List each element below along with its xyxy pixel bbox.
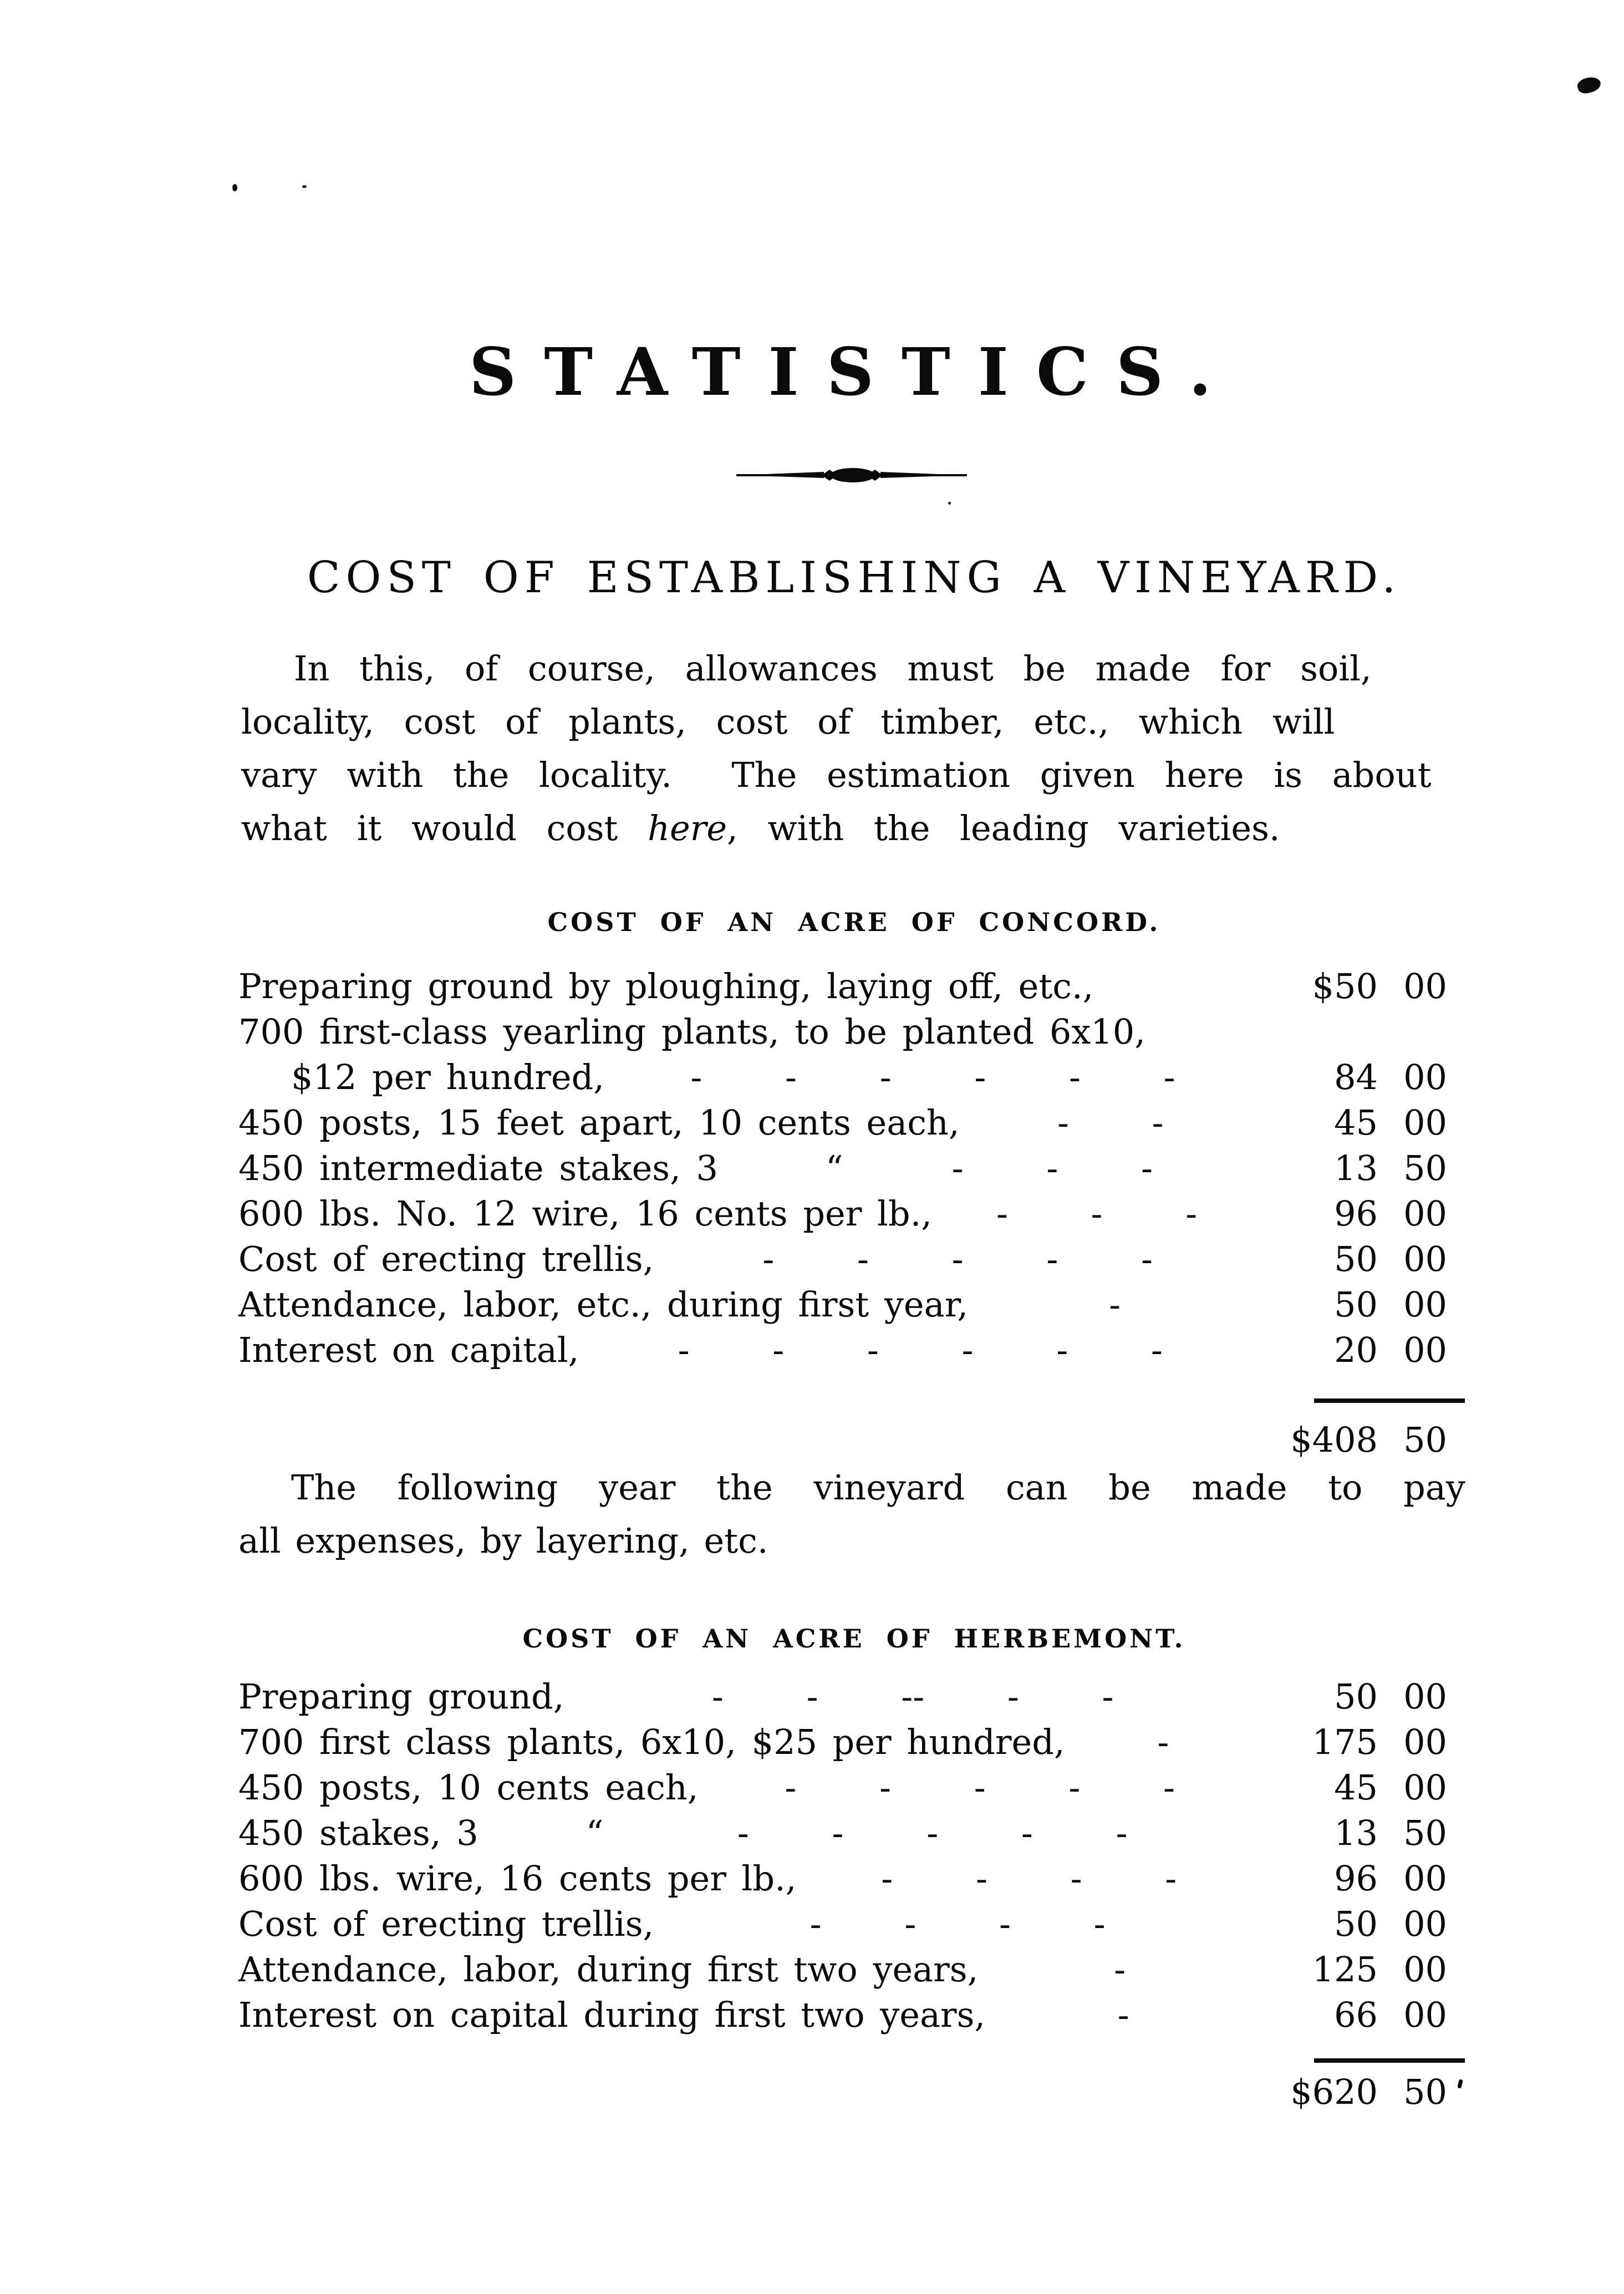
- dash-leaders: - - - - -: [785, 1767, 1175, 1808]
- table-row: [238, 1765, 1447, 1810]
- table-row: [238, 1720, 1447, 1765]
- table-row: [238, 1810, 1447, 1856]
- dash-leaders: -: [1114, 1949, 1126, 1990]
- dash-leaders: - - -: [996, 1193, 1198, 1234]
- amount-dollars: 13: [1334, 1813, 1378, 1853]
- row-item: Preparing ground by ploughing, laying off, etc.,: [238, 966, 1094, 1006]
- amount-cents: 50: [1403, 1148, 1447, 1188]
- amount-dollars: $50: [1312, 966, 1378, 1006]
- total-dollars: $408: [1290, 1420, 1378, 1460]
- table-row: [238, 1327, 1447, 1373]
- table-row: [238, 1282, 1447, 1327]
- dash-leaders: - - - - - -: [690, 1057, 1175, 1097]
- table-row: [238, 964, 1447, 1009]
- amount-dollars: 125: [1312, 1949, 1378, 1990]
- amount-dollars: 66: [1334, 1995, 1378, 2035]
- amount-cents: 00: [1403, 1949, 1447, 1990]
- dash-leaders: - - - - -: [737, 1813, 1128, 1853]
- amount-cents: 00: [1403, 1239, 1447, 1279]
- ink-speck: [302, 185, 307, 188]
- paragraph-text: The following year the vineyard can be made to pay: [291, 1467, 1465, 1508]
- table-row: [238, 1947, 1447, 1992]
- paragraph-line: [241, 802, 1469, 855]
- amount-cents: 00: [1403, 1102, 1447, 1143]
- table-row: [238, 1992, 1447, 2038]
- dash-leaders: - - - -: [881, 1858, 1177, 1899]
- page-title: STATISTICS.: [469, 333, 1239, 410]
- row-item: Cost of erecting trellis,: [238, 1904, 654, 1944]
- note-paragraph: [238, 1461, 1467, 1568]
- table-row: [238, 1191, 1447, 1237]
- amount-cents: 00: [1403, 1767, 1447, 1808]
- paragraph-line: [238, 1514, 1467, 1568]
- table-row: [238, 1856, 1447, 1901]
- amount-dollars: 20: [1334, 1330, 1378, 1370]
- row-item: 600 lbs. wire, 16 cents per lb.,: [238, 1858, 797, 1899]
- dash-leaders: - - - - - -: [678, 1330, 1163, 1370]
- section-heading: COST OF ESTABLISHING A VINEYARD.: [307, 553, 1402, 603]
- row-item: Interest on capital,: [238, 1330, 579, 1370]
- amount-cents: 00: [1403, 1904, 1447, 1944]
- row-item: 700 first-class yearling plants, to be planted 6x10,: [238, 1011, 1146, 1052]
- row-item: Cost of erecting trellis,: [238, 1239, 654, 1279]
- sum-rule: [1314, 2058, 1465, 2063]
- table-row-continuation: [238, 1009, 1447, 1055]
- table-row: [238, 1100, 1447, 1146]
- paragraph-text: vary with the locality. The estimation given here is about: [241, 755, 1432, 795]
- total-cents: 50: [1403, 1420, 1447, 1460]
- amount-dollars: 13: [1334, 1148, 1378, 1188]
- dash-leaders: - - - - -: [762, 1239, 1153, 1279]
- row-item: 450 posts, 10 cents each,: [238, 1767, 699, 1808]
- amount-dollars: 50: [1334, 1284, 1378, 1325]
- amount-dollars: 96: [1334, 1193, 1378, 1234]
- concord-total: [238, 1417, 1447, 1463]
- amount-dollars: 96: [1334, 1858, 1378, 1899]
- amount-dollars: 50: [1334, 1676, 1378, 1717]
- herbemont-total: [238, 2069, 1447, 2115]
- amount-cents: 50: [1403, 1813, 1447, 1853]
- amount-dollars: 50: [1334, 1904, 1378, 1944]
- paragraph-line: [241, 749, 1469, 802]
- ornament-divider-icon: [735, 465, 968, 487]
- amount-dollars: 84: [1334, 1057, 1378, 1097]
- dash-leaders: - - -- - -: [711, 1676, 1114, 1717]
- concord-cost-table: [238, 964, 1447, 1373]
- row-item: 450 stakes, 3 “: [238, 1813, 604, 1853]
- ink-blot: [1576, 75, 1602, 96]
- amount-cents: 00: [1403, 966, 1447, 1006]
- dash-leaders: -: [1109, 1284, 1121, 1325]
- table-row: [238, 1237, 1447, 1282]
- dash-leaders: - -: [1057, 1102, 1164, 1143]
- table-heading-concord: COST OF AN ACRE OF CONCORD.: [547, 907, 1161, 937]
- paragraph-text: , with the leading varieties.: [727, 808, 1280, 848]
- row-item: 700 first class plants, 6x10, $25 per hundred,: [238, 1722, 1065, 1762]
- amount-cents: 00: [1403, 1330, 1447, 1370]
- row-item: Attendance, labor, during first two years,: [238, 1949, 979, 1990]
- table-row: [238, 1055, 1447, 1100]
- amount-dollars: 175: [1312, 1722, 1378, 1762]
- paragraph-line: [238, 1461, 1467, 1514]
- row-item: 450 intermediate stakes, 3 “: [238, 1148, 843, 1188]
- amount-cents: 00: [1403, 1995, 1447, 2035]
- intro-paragraph: [241, 642, 1469, 855]
- paragraph-text: what it would cost: [241, 808, 648, 848]
- paragraph-text: locality, cost of plants, cost of timber, etc., which will: [241, 701, 1335, 742]
- ink-speck: [948, 502, 951, 505]
- dash-leaders: - - -: [951, 1148, 1153, 1188]
- amount-cents: 00: [1403, 1722, 1447, 1762]
- paragraph-text: In this, of course, allowances must be made for soil,: [294, 648, 1372, 689]
- table-row: [238, 1901, 1447, 1947]
- dash-leaders: - - - -: [810, 1904, 1106, 1944]
- paragraph-line: [241, 642, 1469, 695]
- amount-dollars: 50: [1334, 1239, 1378, 1279]
- row-item: Interest on capital during first two years,: [238, 1995, 986, 2035]
- row-item: Attendance, labor, etc., during first year,: [238, 1284, 969, 1325]
- ink-speck: [1457, 2079, 1463, 2088]
- paragraph-text: all expenses, by layering, etc.: [238, 1520, 768, 1561]
- amount-dollars: 45: [1334, 1102, 1378, 1143]
- total-cents: 50: [1403, 2072, 1447, 2112]
- amount-cents: 00: [1403, 1676, 1447, 1717]
- amount-cents: 00: [1403, 1057, 1447, 1097]
- emphasized-word: here: [648, 808, 727, 848]
- row-item: Preparing ground,: [238, 1676, 564, 1717]
- paragraph-line: [241, 695, 1469, 749]
- amount-cents: 00: [1403, 1284, 1447, 1325]
- row-item: 450 posts, 15 feet apart, 10 cents each,: [238, 1102, 960, 1143]
- table-heading-herbemont: COST OF AN ACRE OF HERBEMONT.: [522, 1624, 1186, 1654]
- amount-cents: 00: [1403, 1193, 1447, 1234]
- total-dollars: $620: [1290, 2072, 1378, 2112]
- amount-dollars: 45: [1334, 1767, 1378, 1808]
- ink-speck: [232, 184, 237, 191]
- sum-rule: [1314, 1398, 1465, 1403]
- table-row: [238, 1674, 1447, 1720]
- amount-cents: 00: [1403, 1858, 1447, 1899]
- table-row: [238, 1146, 1447, 1191]
- dash-leaders: -: [1157, 1722, 1169, 1762]
- dash-leaders: -: [1117, 1995, 1129, 2035]
- row-item: 600 lbs. No. 12 wire, 16 cents per lb.,: [238, 1193, 932, 1234]
- herbemont-cost-table: [238, 1674, 1447, 2038]
- row-item: $12 per hundred,: [291, 1057, 604, 1097]
